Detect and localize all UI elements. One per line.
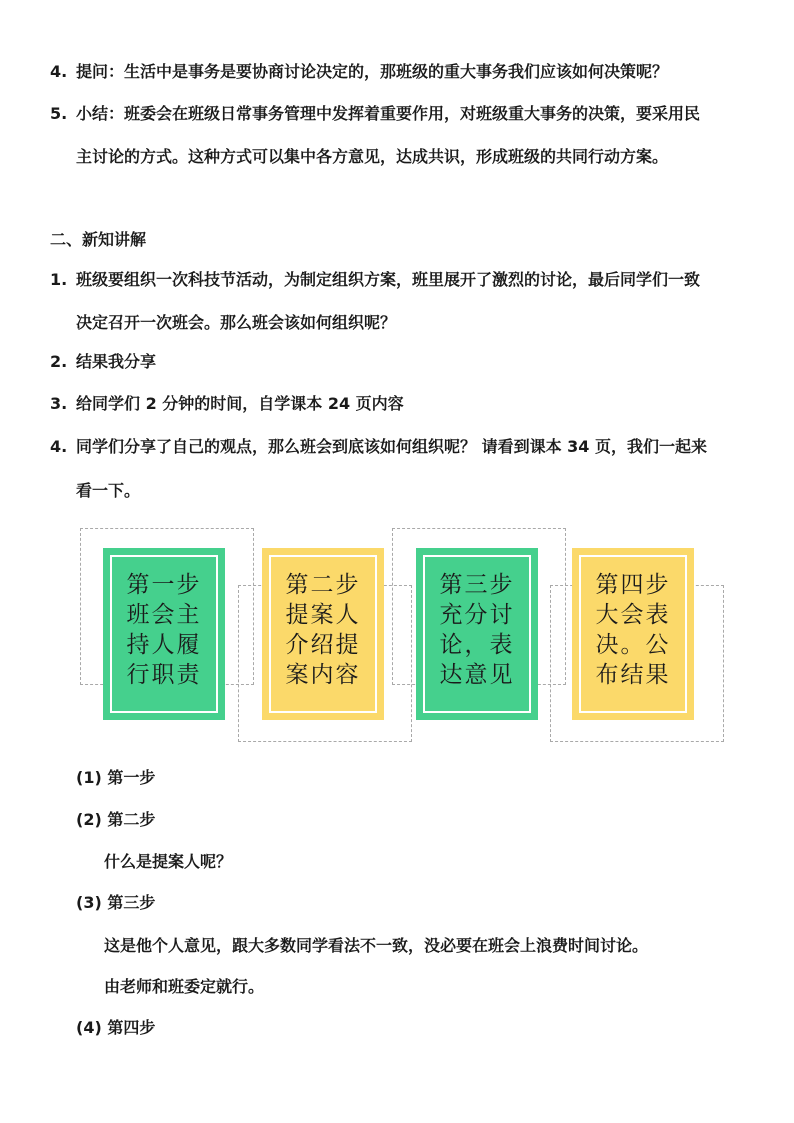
item-number: 3. bbox=[50, 394, 68, 413]
step-card-2 bbox=[262, 548, 384, 720]
step-line: 第二步 bbox=[285, 572, 361, 598]
step-card-1 bbox=[103, 548, 225, 720]
step-line: 决。公 bbox=[595, 632, 671, 658]
step-line: 达意见 bbox=[439, 662, 515, 688]
step-card-text bbox=[262, 570, 384, 690]
item-number: 4. bbox=[50, 62, 68, 81]
step-line: 持人履 bbox=[126, 632, 202, 658]
step-line: 第三步 bbox=[439, 572, 515, 598]
sub-item-3-note-1: 这是他个人意见，跟大多数同学看法不一致，没必要在班会上浪费时间讨论。 bbox=[104, 936, 649, 955]
sub-item-2-note: 什么是提案人呢？ bbox=[104, 852, 233, 871]
item-number: 1. bbox=[50, 270, 68, 289]
step-card-text bbox=[572, 570, 694, 690]
step-line: 大会表 bbox=[595, 602, 671, 628]
new-item-1-continuation: 决定召开一次班会。那么班会该如何组织呢？ bbox=[76, 313, 397, 332]
step-line: 班会主 bbox=[126, 602, 202, 628]
new-item-2 bbox=[50, 352, 156, 372]
item-text: 小结：班委会在班级日常事务管理中发挥着重要作用，对班级重大事务的决策，要采用民 bbox=[76, 104, 701, 123]
sub-item-2: (2) 第二步 bbox=[76, 810, 156, 829]
new-item-4-continuation: 看一下。 bbox=[76, 481, 141, 500]
item-number: 4. bbox=[50, 437, 68, 456]
step-line: 案内容 bbox=[285, 662, 361, 688]
item-text: 同学们分享了自己的观点，那么班会到底该如何组织呢？ 请看到课本 34 页，我们一起来 bbox=[76, 437, 707, 456]
sub-item-4: (4) 第四步 bbox=[76, 1018, 156, 1037]
step-line: 介绍提 bbox=[285, 632, 361, 658]
new-item-1 bbox=[50, 270, 700, 290]
step-card-3 bbox=[416, 548, 538, 720]
item-text: 提问：生活中是事务是要协商讨论决定的，那班级的重大事务我们应该如何决策呢？ bbox=[76, 62, 669, 81]
sub-item-3: (3) 第三步 bbox=[76, 893, 156, 912]
intro-item-4 bbox=[50, 62, 668, 82]
step-line: 论，表 bbox=[439, 632, 515, 658]
step-line: 充分讨 bbox=[439, 602, 515, 628]
step-line: 布结果 bbox=[595, 662, 671, 688]
step-line: 行职责 bbox=[126, 662, 202, 688]
item-number: 2. bbox=[50, 352, 68, 371]
step-line: 第一步 bbox=[126, 572, 202, 598]
intro-item-5 bbox=[50, 104, 700, 124]
item-text: 结果我分享 bbox=[76, 352, 157, 371]
step-line: 第四步 bbox=[595, 572, 671, 598]
sub-item-1: (1) 第一步 bbox=[76, 768, 156, 787]
step-card-text bbox=[103, 570, 225, 690]
item-text: 给同学们 2 分钟的时间，自学课本 24 页内容 bbox=[76, 394, 404, 413]
section-title: 二、新知讲解 bbox=[50, 230, 147, 249]
new-item-3 bbox=[50, 394, 404, 414]
new-item-4 bbox=[50, 437, 707, 457]
sub-item-3-note-2: 由老师和班委定就行。 bbox=[104, 977, 265, 996]
step-card-4 bbox=[572, 548, 694, 720]
step-card-text bbox=[416, 570, 538, 690]
item-text: 班级要组织一次科技节活动，为制定组织方案，班里展开了激烈的讨论，最后同学们一致 bbox=[76, 270, 701, 289]
item-number: 5. bbox=[50, 104, 68, 123]
step-line: 提案人 bbox=[285, 602, 361, 628]
intro-item-5-continuation: 主讨论的方式。这种方式可以集中各方意见，达成共识，形成班级的共同行动方案。 bbox=[76, 147, 669, 166]
